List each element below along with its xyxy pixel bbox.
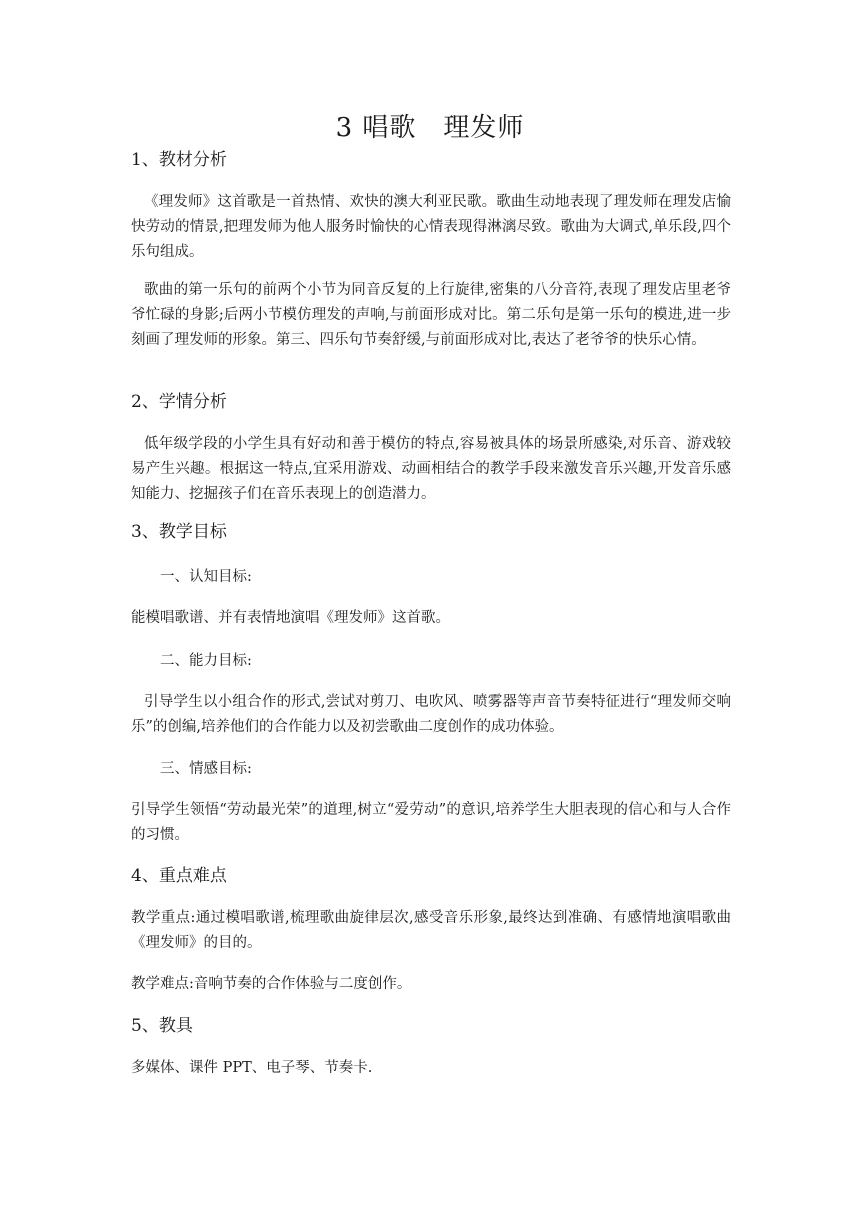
section-heading-students: 2、学情分析 — [131, 392, 227, 412]
objective-ability-text: 引导学生以小组合作的形式,尝试对剪刀、电吹风、喷雾器等声音节奏特征进行“理发师交响乐”的创编,培养他们的合作能力以及初尝歌曲二度创作的成功体验。 — [131, 694, 731, 735]
objective-emotional-text: 引导学生领悟“劳动最光荣”的道理,树立“爱劳动”的意识,培养学生大胆表现的信心和与人合作的习惯。 — [131, 802, 731, 843]
paragraph-materials-2: 歌曲的第一乐句的前两个小节为同音反复的上行旋律,密集的八分音符,表现了理发店里老爷爷忙碌的身影;后两小节模仿理发的声响,与前面形成对比。第二乐句是第一乐句的模进,进一步刻画了理发师的形象。第三、四乐句节奏舒缓,与前面形成对比,表达了老爷爷的快乐心情。 — [131, 282, 731, 348]
document-title: 3 唱歌 理发师 — [335, 113, 525, 143]
section-heading-materials: 1、教材分析 — [131, 150, 227, 170]
section-heading-teaching-aids: 5、教具 — [131, 1016, 193, 1036]
section-heading-key-points: 4、重点难点 — [131, 866, 227, 886]
difficulty-text: 教学难点:音响节奏的合作体验与二度创作。 — [131, 976, 412, 992]
teaching-aids-text: 多媒体、课件 PPT、电子琴、节奏卡. — [131, 1060, 373, 1076]
objective-ability-label: 二、能力目标: — [160, 653, 252, 669]
paragraph-students: 低年级学段的小学生具有好动和善于模仿的特点,容易被具体的场景所感染,对乐音、游戏较易产生兴趣。根据这一特点,宜采用游戏、动画相结合的教学手段来激发音乐兴趣,开发音乐感知能力、挖掘孩子们在音乐表现上的创造潜力。 — [131, 436, 731, 502]
key-point-text: 教学重点:通过模唱歌谱,梳理歌曲旋律层次,感受音乐形象,最终达到准确、有感情地演唱歌曲《理发师》的目的。 — [131, 910, 731, 951]
paragraph-materials-1: 《理发师》这首歌是一首热情、欢快的澳大利亚民歌。歌曲生动地表现了理发师在理发店愉快劳动的情景,把理发师为他人服务时愉快的心情表现得淋漓尽致。歌曲为大调式,单乐段,四个乐句组成。 — [131, 194, 731, 260]
objective-emotional-label: 三、情感目标: — [160, 761, 252, 777]
section-heading-objectives: 3、教学目标 — [131, 522, 227, 542]
objective-cognitive-text: 能模唱歌谱、并有表情地演唱《理发师》这首歌。 — [131, 610, 450, 626]
objective-cognitive-label: 一、认知目标: — [160, 569, 252, 585]
